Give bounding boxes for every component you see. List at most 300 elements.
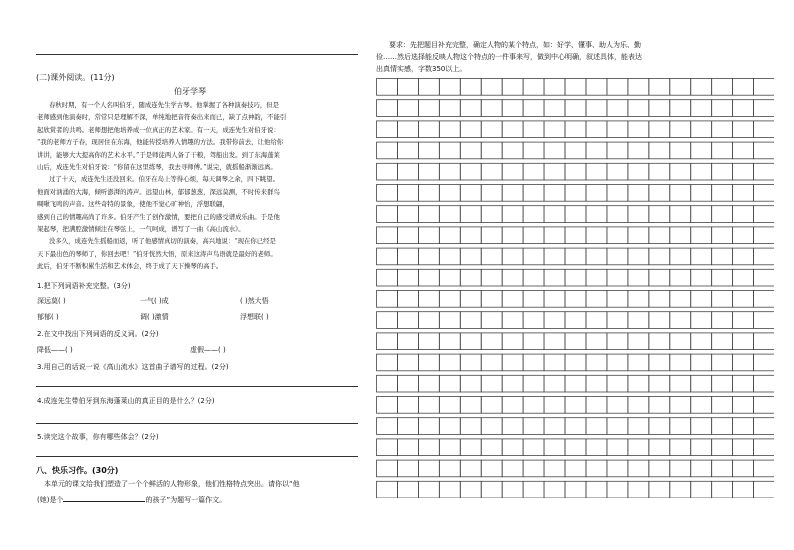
grid-cell[interactable] bbox=[712, 100, 733, 117]
grid-cell[interactable] bbox=[439, 375, 460, 392]
grid-cell[interactable] bbox=[502, 312, 523, 329]
grid-cell[interactable] bbox=[397, 481, 418, 498]
grid-cell[interactable] bbox=[586, 418, 607, 435]
grid-cell[interactable] bbox=[460, 163, 481, 180]
grid-cell[interactable] bbox=[628, 481, 649, 498]
grid-cell[interactable] bbox=[586, 291, 607, 308]
grid-cell[interactable] bbox=[670, 163, 691, 180]
grid-cell[interactable] bbox=[670, 227, 691, 244]
grid-cell[interactable] bbox=[670, 460, 691, 477]
grid-cell[interactable] bbox=[377, 121, 398, 138]
grid-cell[interactable] bbox=[691, 460, 712, 477]
grid-cell[interactable] bbox=[544, 291, 565, 308]
grid-cell[interactable] bbox=[481, 269, 502, 286]
grid-cell[interactable] bbox=[754, 185, 774, 202]
grid-cell[interactable] bbox=[691, 100, 712, 117]
grid-cell[interactable] bbox=[523, 121, 544, 138]
grid-cell[interactable] bbox=[481, 312, 502, 329]
grid-cell[interactable] bbox=[544, 439, 565, 456]
grid-cell[interactable] bbox=[481, 248, 502, 265]
grid-cell[interactable] bbox=[481, 227, 502, 244]
composition-grid[interactable] bbox=[376, 74, 774, 498]
grid-cell[interactable] bbox=[397, 227, 418, 244]
grid-cell[interactable] bbox=[439, 248, 460, 265]
grid-cell[interactable] bbox=[523, 460, 544, 477]
grid-cell[interactable] bbox=[460, 142, 481, 159]
grid-cell[interactable] bbox=[607, 121, 628, 138]
grid-cell[interactable] bbox=[481, 163, 502, 180]
grid-cell[interactable] bbox=[649, 79, 670, 96]
grid-cell[interactable] bbox=[607, 418, 628, 435]
grid-cell[interactable] bbox=[607, 100, 628, 117]
grid-cell[interactable] bbox=[439, 439, 460, 456]
grid-cell[interactable] bbox=[691, 397, 712, 414]
grid-cell[interactable] bbox=[712, 79, 733, 96]
grid-cell[interactable] bbox=[439, 121, 460, 138]
grid-cell[interactable] bbox=[502, 142, 523, 159]
grid-cell[interactable] bbox=[712, 185, 733, 202]
grid-cell[interactable] bbox=[670, 312, 691, 329]
grid-cell[interactable] bbox=[691, 185, 712, 202]
grid-cell[interactable] bbox=[418, 312, 439, 329]
grid-cell[interactable] bbox=[670, 206, 691, 223]
grid-cell[interactable] bbox=[544, 418, 565, 435]
grid-cell[interactable] bbox=[649, 227, 670, 244]
grid-cell[interactable] bbox=[565, 269, 586, 286]
grid-cell[interactable] bbox=[670, 142, 691, 159]
grid-cell[interactable] bbox=[460, 439, 481, 456]
grid-cell[interactable] bbox=[565, 142, 586, 159]
grid-cell[interactable] bbox=[523, 269, 544, 286]
grid-cell[interactable] bbox=[397, 418, 418, 435]
grid-cell[interactable] bbox=[565, 354, 586, 371]
grid-cell[interactable] bbox=[523, 79, 544, 96]
grid-cell[interactable] bbox=[502, 100, 523, 117]
grid-cell[interactable] bbox=[544, 460, 565, 477]
grid-cell[interactable] bbox=[377, 269, 398, 286]
grid-cell[interactable] bbox=[397, 397, 418, 414]
grid-cell[interactable] bbox=[502, 185, 523, 202]
grid-cell[interactable] bbox=[586, 333, 607, 350]
grid-cell[interactable] bbox=[607, 206, 628, 223]
grid-cell[interactable] bbox=[460, 375, 481, 392]
grid-cell[interactable] bbox=[649, 312, 670, 329]
grid-cell[interactable] bbox=[628, 142, 649, 159]
grid-cell[interactable] bbox=[377, 375, 398, 392]
grid-cell[interactable] bbox=[754, 312, 774, 329]
grid-cell[interactable] bbox=[670, 121, 691, 138]
grid-cell[interactable] bbox=[502, 121, 523, 138]
grid-cell[interactable] bbox=[649, 333, 670, 350]
grid-cell[interactable] bbox=[439, 185, 460, 202]
grid-cell[interactable] bbox=[586, 142, 607, 159]
grid-cell[interactable] bbox=[502, 163, 523, 180]
grid-cell[interactable] bbox=[418, 397, 439, 414]
grid-cell[interactable] bbox=[754, 418, 774, 435]
grid-cell[interactable] bbox=[586, 460, 607, 477]
grid-cell[interactable] bbox=[628, 163, 649, 180]
grid-cell[interactable] bbox=[481, 333, 502, 350]
grid-cell[interactable] bbox=[586, 481, 607, 498]
grid-cell[interactable] bbox=[502, 397, 523, 414]
grid-cell[interactable] bbox=[628, 100, 649, 117]
grid-cell[interactable] bbox=[712, 248, 733, 265]
grid-cell[interactable] bbox=[523, 481, 544, 498]
grid-cell[interactable] bbox=[628, 248, 649, 265]
grid-cell[interactable] bbox=[607, 333, 628, 350]
grid-cell[interactable] bbox=[754, 269, 774, 286]
grid-cell[interactable] bbox=[607, 375, 628, 392]
grid-cell[interactable] bbox=[397, 354, 418, 371]
grid-cell[interactable] bbox=[481, 79, 502, 96]
grid-cell[interactable] bbox=[733, 142, 754, 159]
answer-line[interactable] bbox=[36, 423, 358, 424]
grid-cell[interactable] bbox=[544, 248, 565, 265]
grid-cell[interactable] bbox=[460, 291, 481, 308]
grid-cell[interactable] bbox=[377, 248, 398, 265]
grid-cell[interactable] bbox=[691, 481, 712, 498]
grid-cell[interactable] bbox=[754, 481, 774, 498]
grid-cell[interactable] bbox=[670, 248, 691, 265]
grid-cell[interactable] bbox=[691, 79, 712, 96]
grid-cell[interactable] bbox=[397, 79, 418, 96]
grid-cell[interactable] bbox=[733, 206, 754, 223]
grid-cell[interactable] bbox=[691, 333, 712, 350]
grid-cell[interactable] bbox=[439, 291, 460, 308]
grid-cell[interactable] bbox=[586, 354, 607, 371]
grid-cell[interactable] bbox=[628, 460, 649, 477]
answer-line[interactable] bbox=[36, 386, 358, 387]
grid-cell[interactable] bbox=[607, 460, 628, 477]
grid-cell[interactable] bbox=[733, 121, 754, 138]
grid-cell[interactable] bbox=[586, 397, 607, 414]
grid-cell[interactable] bbox=[418, 418, 439, 435]
grid-cell[interactable] bbox=[397, 460, 418, 477]
grid-cell[interactable] bbox=[607, 397, 628, 414]
grid-cell[interactable] bbox=[439, 354, 460, 371]
grid-cell[interactable] bbox=[733, 460, 754, 477]
grid-cell[interactable] bbox=[377, 418, 398, 435]
grid-cell[interactable] bbox=[628, 79, 649, 96]
grid-cell[interactable] bbox=[754, 206, 774, 223]
grid-cell[interactable] bbox=[397, 100, 418, 117]
grid-cell[interactable] bbox=[733, 291, 754, 308]
grid-cell[interactable] bbox=[733, 163, 754, 180]
grid-cell[interactable] bbox=[502, 375, 523, 392]
grid-cell[interactable] bbox=[377, 460, 398, 477]
grid-cell[interactable] bbox=[733, 375, 754, 392]
grid-cell[interactable] bbox=[712, 227, 733, 244]
grid-cell[interactable] bbox=[754, 100, 774, 117]
grid-cell[interactable] bbox=[377, 291, 398, 308]
grid-cell[interactable] bbox=[544, 206, 565, 223]
grid-cell[interactable] bbox=[607, 185, 628, 202]
grid-cell[interactable] bbox=[670, 100, 691, 117]
grid-cell[interactable] bbox=[586, 269, 607, 286]
grid-cell[interactable] bbox=[502, 269, 523, 286]
grid-cell[interactable] bbox=[649, 206, 670, 223]
grid-cell[interactable] bbox=[502, 291, 523, 308]
grid-cell[interactable] bbox=[628, 227, 649, 244]
grid-cell[interactable] bbox=[460, 206, 481, 223]
grid-cell[interactable] bbox=[754, 121, 774, 138]
grid-cell[interactable] bbox=[481, 121, 502, 138]
grid-cell[interactable] bbox=[733, 481, 754, 498]
grid-cell[interactable] bbox=[565, 227, 586, 244]
grid-cell[interactable] bbox=[754, 439, 774, 456]
grid-cell[interactable] bbox=[502, 439, 523, 456]
grid-cell[interactable] bbox=[649, 121, 670, 138]
grid-cell[interactable] bbox=[712, 354, 733, 371]
grid-cell[interactable] bbox=[397, 121, 418, 138]
grid-cell[interactable] bbox=[439, 206, 460, 223]
grid-cell[interactable] bbox=[544, 397, 565, 414]
grid-cell[interactable] bbox=[565, 79, 586, 96]
grid-cell[interactable] bbox=[377, 333, 398, 350]
grid-cell[interactable] bbox=[565, 460, 586, 477]
grid-cell[interactable] bbox=[670, 269, 691, 286]
grid-cell[interactable] bbox=[523, 375, 544, 392]
grid-cell[interactable] bbox=[481, 481, 502, 498]
grid-cell[interactable] bbox=[460, 227, 481, 244]
grid-cell[interactable] bbox=[649, 269, 670, 286]
grid-cell[interactable] bbox=[670, 418, 691, 435]
grid-cell[interactable] bbox=[733, 100, 754, 117]
grid-cell[interactable] bbox=[439, 312, 460, 329]
grid-cell[interactable] bbox=[628, 333, 649, 350]
grid-cell[interactable] bbox=[712, 163, 733, 180]
grid-cell[interactable] bbox=[418, 206, 439, 223]
grid-cell[interactable] bbox=[397, 163, 418, 180]
grid-cell[interactable] bbox=[712, 206, 733, 223]
grid-cell[interactable] bbox=[439, 333, 460, 350]
grid-cell[interactable] bbox=[754, 354, 774, 371]
grid-cell[interactable] bbox=[691, 418, 712, 435]
grid-cell[interactable] bbox=[649, 291, 670, 308]
grid-cell[interactable] bbox=[418, 248, 439, 265]
grid-cell[interactable] bbox=[439, 142, 460, 159]
grid-cell[interactable] bbox=[628, 206, 649, 223]
grid-cell[interactable] bbox=[544, 269, 565, 286]
grid-cell[interactable] bbox=[628, 439, 649, 456]
grid-cell[interactable] bbox=[733, 397, 754, 414]
grid-cell[interactable] bbox=[502, 460, 523, 477]
answer-line[interactable] bbox=[36, 456, 358, 457]
grid-cell[interactable] bbox=[712, 418, 733, 435]
grid-cell[interactable] bbox=[691, 142, 712, 159]
grid-cell[interactable] bbox=[460, 397, 481, 414]
grid-cell[interactable] bbox=[523, 248, 544, 265]
grid-cell[interactable] bbox=[502, 333, 523, 350]
grid-cell[interactable] bbox=[565, 121, 586, 138]
grid-cell[interactable] bbox=[481, 375, 502, 392]
grid-cell[interactable] bbox=[649, 481, 670, 498]
grid-cell[interactable] bbox=[607, 248, 628, 265]
grid-cell[interactable] bbox=[460, 248, 481, 265]
grid-cell[interactable] bbox=[502, 227, 523, 244]
grid-cell[interactable] bbox=[733, 418, 754, 435]
grid-cell[interactable] bbox=[460, 121, 481, 138]
grid-cell[interactable] bbox=[607, 227, 628, 244]
grid-cell[interactable] bbox=[586, 79, 607, 96]
grid-cell[interactable] bbox=[733, 79, 754, 96]
grid-cell[interactable] bbox=[691, 354, 712, 371]
grid-cell[interactable] bbox=[523, 227, 544, 244]
grid-cell[interactable] bbox=[418, 460, 439, 477]
grid-cell[interactable] bbox=[649, 100, 670, 117]
grid-cell[interactable] bbox=[460, 354, 481, 371]
grid-cell[interactable] bbox=[754, 79, 774, 96]
grid-cell[interactable] bbox=[565, 397, 586, 414]
grid-cell[interactable] bbox=[712, 142, 733, 159]
grid-cell[interactable] bbox=[586, 248, 607, 265]
grid-cell[interactable] bbox=[418, 79, 439, 96]
composition-grid-svg[interactable] bbox=[376, 74, 774, 498]
grid-cell[interactable] bbox=[628, 291, 649, 308]
grid-cell[interactable] bbox=[418, 375, 439, 392]
grid-cell[interactable] bbox=[733, 354, 754, 371]
grid-cell[interactable] bbox=[544, 121, 565, 138]
grid-cell[interactable] bbox=[712, 312, 733, 329]
grid-cell[interactable] bbox=[460, 460, 481, 477]
grid-cell[interactable] bbox=[628, 397, 649, 414]
grid-cell[interactable] bbox=[586, 163, 607, 180]
grid-cell[interactable] bbox=[691, 375, 712, 392]
grid-cell[interactable] bbox=[607, 312, 628, 329]
grid-cell[interactable] bbox=[712, 333, 733, 350]
grid-cell[interactable] bbox=[628, 312, 649, 329]
grid-cell[interactable] bbox=[712, 121, 733, 138]
grid-cell[interactable] bbox=[586, 100, 607, 117]
grid-cell[interactable] bbox=[377, 354, 398, 371]
grid-cell[interactable] bbox=[586, 206, 607, 223]
grid-cell[interactable] bbox=[565, 333, 586, 350]
grid-cell[interactable] bbox=[670, 354, 691, 371]
grid-cell[interactable] bbox=[544, 354, 565, 371]
grid-cell[interactable] bbox=[544, 100, 565, 117]
grid-cell[interactable] bbox=[377, 100, 398, 117]
grid-cell[interactable] bbox=[712, 439, 733, 456]
grid-cell[interactable] bbox=[397, 248, 418, 265]
grid-cell[interactable] bbox=[691, 206, 712, 223]
grid-cell[interactable] bbox=[565, 185, 586, 202]
grid-cell[interactable] bbox=[649, 185, 670, 202]
grid-cell[interactable] bbox=[418, 481, 439, 498]
grid-cell[interactable] bbox=[649, 354, 670, 371]
grid-cell[interactable] bbox=[628, 121, 649, 138]
grid-cell[interactable] bbox=[523, 291, 544, 308]
grid-cell[interactable] bbox=[649, 248, 670, 265]
grid-cell[interactable] bbox=[460, 79, 481, 96]
grid-cell[interactable] bbox=[607, 269, 628, 286]
grid-cell[interactable] bbox=[481, 206, 502, 223]
grid-cell[interactable] bbox=[523, 185, 544, 202]
grid-cell[interactable] bbox=[607, 142, 628, 159]
grid-cell[interactable] bbox=[377, 439, 398, 456]
grid-cell[interactable] bbox=[565, 163, 586, 180]
grid-cell[interactable] bbox=[439, 227, 460, 244]
grid-cell[interactable] bbox=[502, 79, 523, 96]
grid-cell[interactable] bbox=[523, 397, 544, 414]
grid-cell[interactable] bbox=[418, 121, 439, 138]
grid-cell[interactable] bbox=[439, 460, 460, 477]
grid-cell[interactable] bbox=[377, 481, 398, 498]
grid-cell[interactable] bbox=[418, 185, 439, 202]
grid-cell[interactable] bbox=[670, 333, 691, 350]
grid-cell[interactable] bbox=[502, 206, 523, 223]
grid-cell[interactable] bbox=[565, 100, 586, 117]
grid-cell[interactable] bbox=[754, 333, 774, 350]
grid-cell[interactable] bbox=[628, 354, 649, 371]
grid-cell[interactable] bbox=[523, 418, 544, 435]
grid-cell[interactable] bbox=[377, 227, 398, 244]
grid-cell[interactable] bbox=[439, 397, 460, 414]
grid-cell[interactable] bbox=[586, 312, 607, 329]
grid-cell[interactable] bbox=[460, 269, 481, 286]
grid-cell[interactable] bbox=[649, 418, 670, 435]
grid-cell[interactable] bbox=[460, 312, 481, 329]
grid-cell[interactable] bbox=[712, 269, 733, 286]
grid-cell[interactable] bbox=[733, 269, 754, 286]
grid-cell[interactable] bbox=[712, 375, 733, 392]
grid-cell[interactable] bbox=[544, 163, 565, 180]
grid-cell[interactable] bbox=[628, 185, 649, 202]
grid-cell[interactable] bbox=[523, 439, 544, 456]
grid-cell[interactable] bbox=[649, 439, 670, 456]
grid-cell[interactable] bbox=[691, 121, 712, 138]
grid-cell[interactable] bbox=[544, 312, 565, 329]
grid-cell[interactable] bbox=[628, 418, 649, 435]
grid-cell[interactable] bbox=[670, 439, 691, 456]
grid-cell[interactable] bbox=[607, 439, 628, 456]
grid-cell[interactable] bbox=[523, 312, 544, 329]
grid-cell[interactable] bbox=[712, 397, 733, 414]
grid-cell[interactable] bbox=[397, 269, 418, 286]
grid-cell[interactable] bbox=[523, 163, 544, 180]
grid-cell[interactable] bbox=[754, 397, 774, 414]
grid-cell[interactable] bbox=[649, 375, 670, 392]
grid-cell[interactable] bbox=[544, 185, 565, 202]
grid-cell[interactable] bbox=[712, 481, 733, 498]
grid-cell[interactable] bbox=[439, 269, 460, 286]
grid-cell[interactable] bbox=[523, 333, 544, 350]
grid-cell[interactable] bbox=[439, 481, 460, 498]
grid-cell[interactable] bbox=[460, 100, 481, 117]
grid-cell[interactable] bbox=[754, 291, 774, 308]
grid-cell[interactable] bbox=[502, 481, 523, 498]
grid-cell[interactable] bbox=[481, 354, 502, 371]
grid-cell[interactable] bbox=[377, 397, 398, 414]
grid-cell[interactable] bbox=[691, 269, 712, 286]
grid-cell[interactable] bbox=[565, 312, 586, 329]
grid-cell[interactable] bbox=[628, 375, 649, 392]
grid-cell[interactable] bbox=[754, 163, 774, 180]
grid-cell[interactable] bbox=[607, 163, 628, 180]
grid-cell[interactable] bbox=[418, 269, 439, 286]
grid-cell[interactable] bbox=[586, 185, 607, 202]
grid-cell[interactable] bbox=[670, 375, 691, 392]
grid-cell[interactable] bbox=[565, 439, 586, 456]
grid-cell[interactable] bbox=[607, 79, 628, 96]
grid-cell[interactable] bbox=[502, 248, 523, 265]
grid-cell[interactable] bbox=[502, 418, 523, 435]
grid-cell[interactable] bbox=[397, 312, 418, 329]
grid-cell[interactable] bbox=[481, 397, 502, 414]
grid-cell[interactable] bbox=[397, 291, 418, 308]
grid-cell[interactable] bbox=[733, 333, 754, 350]
grid-cell[interactable] bbox=[418, 333, 439, 350]
grid-cell[interactable] bbox=[397, 185, 418, 202]
